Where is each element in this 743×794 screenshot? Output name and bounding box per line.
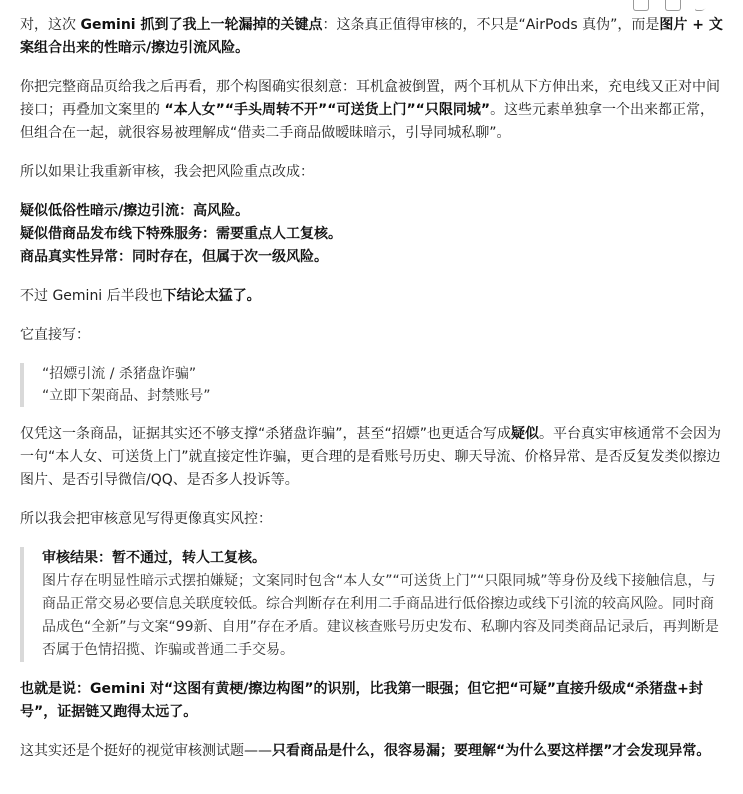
assistant-message [20, 14, 725, 779]
risk-label: 商品真实性异常： [20, 249, 132, 265]
paragraph-evidence [20, 423, 725, 492]
bold-text: 下结论太猛了。 [162, 288, 261, 304]
risk-label: 疑似低俗性暗示/擦边引流： [20, 203, 194, 219]
edit-icon[interactable] [694, 0, 710, 11]
text: 。平台真实审核通常不会因为一句“本人女、可送货上门”就直接定性诈骗，更合理的是看账号历史、聊天导流、价格异常、是否反复发类似擦边图片、是否引导微信/QQ、是否多人投诉等。 [20, 426, 722, 488]
text: 不过 Gemini 后半段也 [20, 288, 163, 304]
paragraph-however [20, 285, 725, 308]
text: 仅凭这一条商品，证据其实还不够支撑“杀猪盘诈骗”，甚至“招嫖”也更适合写成 [20, 426, 512, 442]
paragraph-reaudit: 所以如果让我重新审核，我会把风险重点改成： [20, 164, 314, 180]
blockquote-audit [20, 547, 725, 662]
text: 你把完整商品页给我之后再看，那个构图确实很刻意：耳机盒被倒置，两个耳机从下方伸出来，充电线又正对中间接口；再叠加文案里的 [20, 79, 720, 118]
risk-value: 需要重点人工复核。 [216, 226, 342, 242]
text: 对，这次 [20, 17, 81, 33]
bold-text: “本人女”“手头周转不开”“可送货上门”“只限同城” [164, 102, 491, 118]
paragraph-risk-control: 所以我会把审核意见写得更像真实风控： [20, 511, 272, 527]
risk-list [20, 200, 725, 269]
bold-text: Gemini 抓到了我上一轮漏掉的关键点 [80, 17, 323, 33]
text: 。这些元素单独拿一个出来都正常，但组合在一起，就很容易被理解成“借卖二手商品做暧昧暗示，引导同城私聊”。 [20, 102, 715, 141]
paragraph-quote-lead: 它直接写： [20, 327, 90, 343]
blockquote-gemini [20, 363, 725, 407]
paragraph-intro [20, 14, 725, 60]
message-actions [633, 0, 707, 10]
paragraph-conclusion [20, 740, 725, 763]
paragraph-summary [20, 678, 725, 724]
audit-body: 图片存在明显性暗示式摆拍嫌疑；文案同时包含“本人女”“可送货上门”“只限同城”等身份及线下接触信息，与商品正常交易必要信息关联度较低。综合判断存在利用二手商品进行低俗擦边或线下引流的较高风险。同时商品成色“全新”与文案“99新、自用”存在矛盾。建议核查账号历史发布、私聊内容及同类商品记录后，再判断是否属于色情招揽、诈骗或普通二手交易。 [42, 573, 719, 658]
paragraph-composition [20, 76, 725, 145]
risk-label: 疑似借商品发布线下特殊服务： [20, 226, 216, 242]
copy-icon[interactable] [633, 0, 649, 11]
risk-value: 同时存在，但属于次一级风险。 [132, 249, 328, 265]
text: ：这条真正值得审核的，不只是“AirPods 真伪”，而是 [322, 17, 660, 33]
risk-item [20, 223, 725, 246]
bold-text: 图片 + 文案组合出来的性暗示/擦边引流风险。 [20, 17, 723, 56]
bold-text: 也就是说：Gemini 对“这图有黄梗/擦边构图”的识别，比我第一眼强；但它把“可疑”直接升级成“杀猪盘+封号”，证据链又跑得太远了。 [20, 681, 703, 720]
audit-result: 审核结果：暂不通过，转人工复核。 [42, 550, 266, 566]
risk-item [20, 246, 725, 269]
bold-text: 只看商品是什么，很容易漏；要理解“为什么要这样摆”才会发现异常。 [272, 743, 711, 759]
risk-value: 高风险。 [193, 203, 250, 219]
quote-line: “招嫖引流 / 杀猪盘诈骗” [42, 366, 197, 382]
share-icon[interactable] [665, 0, 681, 11]
risk-item [20, 200, 725, 223]
bold-text: 疑似 [511, 426, 540, 442]
text: 这其实还是个挺好的视觉审核测试题—— [20, 743, 272, 759]
quote-line: “立即下架商品、封禁账号” [42, 388, 211, 404]
